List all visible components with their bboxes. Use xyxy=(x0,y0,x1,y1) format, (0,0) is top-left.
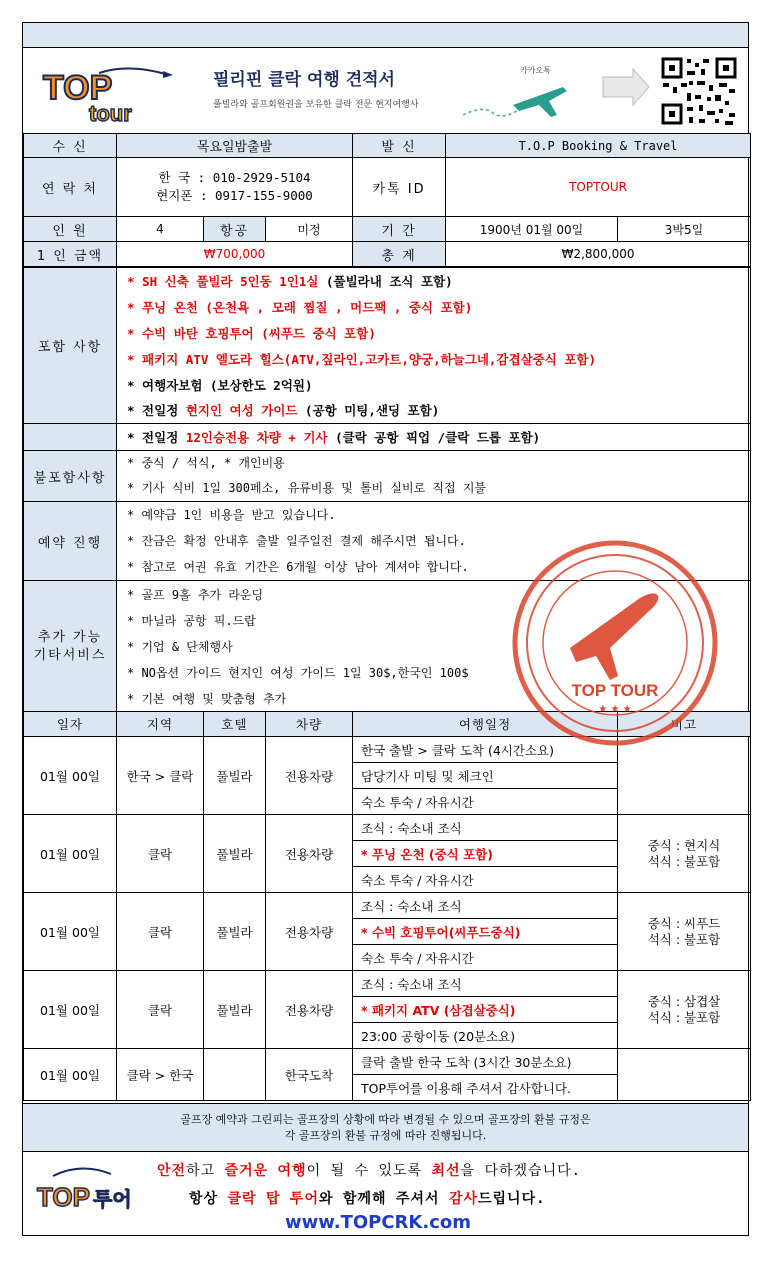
people-value: 4 xyxy=(117,217,204,242)
booking-item: * 잔금은 확정 안내후 출발 일주일전 결제 해주시면 됩니다. xyxy=(127,534,466,548)
sections-table xyxy=(23,267,751,714)
schedule-table xyxy=(23,711,751,1101)
kakao-id-label: 카톡 ID xyxy=(353,158,446,217)
extra-item: * 마닐라 공항 픽.드랍 xyxy=(127,614,256,628)
include-item xyxy=(117,268,751,294)
include-text-run: (공항 미팅,샌딩 포함) xyxy=(297,403,440,419)
total-value: ₩2,800,000 xyxy=(446,242,751,267)
schedule-region: 클락 > 한국 xyxy=(117,1049,204,1101)
qr-code-icon[interactable] xyxy=(659,55,739,127)
footer-l1-a: 안전 xyxy=(157,1163,187,1179)
svg-text:tour: tour xyxy=(89,101,132,125)
send-value: T.O.P Booking & Travel xyxy=(446,134,751,158)
footer-l2-b: 클락 탑 투어 xyxy=(227,1191,319,1207)
schedule-row xyxy=(24,737,751,763)
website-link[interactable]: www.TOPCRK.com xyxy=(285,1212,471,1233)
notice-line-2: 각 골프장의 환불 규정에 따라 진행됩니다. xyxy=(284,1129,487,1142)
contact-local: 현지폰 : 0917-155-9000 xyxy=(156,188,313,203)
top-tour-logo xyxy=(39,65,189,125)
period-label: 기 간 xyxy=(353,217,446,242)
exclude-item: * 기사 식비 1일 300페소, 유류비용 및 톨비 실비로 직접 지불 xyxy=(127,481,487,495)
schedule-itinerary-item: TOP투어를 이용해 주셔서 감사합니다. xyxy=(353,1075,618,1101)
sched-header-itinerary: 여행일정 xyxy=(353,712,618,737)
include-item xyxy=(117,424,751,451)
include-label-cont xyxy=(24,424,117,451)
schedule-note-line: 중식 : 삼겹살 xyxy=(647,993,721,1009)
contact-value xyxy=(117,158,353,217)
extra-item: * 기본 여행 및 맞춤형 추가 xyxy=(127,692,287,706)
extra-item: * 골프 9홀 추가 라운딩 xyxy=(127,588,264,602)
schedule-note xyxy=(618,971,751,1049)
schedule-date: 01월 00일 xyxy=(24,971,117,1049)
schedule-itinerary-item: 23:00 공항이동 (20분소요) xyxy=(353,1023,618,1049)
schedule-car: 한국도착 xyxy=(266,1049,353,1101)
stamp-stars-icon: ★ ★ ★ xyxy=(598,704,632,715)
stamp-text: TOP TOUR xyxy=(571,681,659,700)
schedule-region: 클락 xyxy=(117,971,204,1049)
booking-label: 예약 진행 xyxy=(24,502,117,581)
include-text-run: (클락 공항 픽업 /클락 드롭 포함) xyxy=(327,430,541,445)
schedule-itinerary-item: * 푸닝 온천 (중식 포함) xyxy=(353,841,618,867)
schedule-note-line: 석식 : 불포함 xyxy=(647,853,721,869)
extra-item: * NO옵션 가이드 현지인 여성 가이드 1일 30$,한국인 100$ xyxy=(127,666,469,680)
schedule-note-line: 중식 : 현지식 xyxy=(647,837,721,853)
footer-l1-b: 하고 xyxy=(186,1163,225,1179)
air-label: 항공 xyxy=(204,217,266,242)
exclude-label: 불포함사항 xyxy=(24,451,117,502)
include-text-run: * 수빅 바탄 호핑투어 (씨푸드 중식 포함) xyxy=(127,325,376,341)
quote-subtitle: 풀빌라와 골프회원권을 보유한 클락 전문 현지여행사 xyxy=(213,100,419,110)
include-item xyxy=(117,372,751,398)
schedule-hotel xyxy=(204,1049,266,1101)
contact-korea: 한 국 : 010-2929-5104 xyxy=(158,170,311,185)
schedule-itinerary-item: * 수빅 호핑투어(씨푸드중식) xyxy=(353,919,618,945)
schedule-note xyxy=(618,815,751,893)
schedule-row xyxy=(24,971,751,997)
contact-label: 연 락 처 xyxy=(24,158,117,217)
schedule-itinerary-item: * 패키지 ATV (삼겹살중식) xyxy=(353,997,618,1023)
include-text-run: * 전일정 xyxy=(127,430,186,445)
include-text-run: * 전일정 xyxy=(127,403,186,419)
schedule-row xyxy=(24,815,751,841)
schedule-note xyxy=(618,893,751,971)
schedule-car: 전용차량 xyxy=(266,893,353,971)
kakao-label: 카카오톡 xyxy=(520,66,551,75)
schedule-date: 01월 00일 xyxy=(24,815,117,893)
schedule-itinerary-item: 조식 : 숙소내 조식 xyxy=(353,893,618,919)
sched-header-note: 비고 xyxy=(618,712,751,737)
total-label: 총 계 xyxy=(353,242,446,267)
footer-l2-a: 항상 xyxy=(189,1191,228,1207)
notice-line-1: 골프장 예약과 그린피는 골프장의 상황에 따라 변경될 수 있으며 골프장의 환불 규정은 xyxy=(180,1113,591,1126)
schedule-car: 전용차량 xyxy=(266,971,353,1049)
price-label: 1 인 금액 xyxy=(24,242,117,267)
people-label: 인 원 xyxy=(24,217,117,242)
air-value: 미정 xyxy=(266,217,353,242)
schedule-itinerary-item: 숙소 투숙 / 자유시간 xyxy=(353,789,618,815)
golf-notice xyxy=(23,1103,748,1152)
include-label: 포함 사항 xyxy=(24,268,117,424)
schedule-region: 한국 > 클락 xyxy=(117,737,204,815)
schedule-car: 전용차량 xyxy=(266,737,353,815)
plane-icon xyxy=(453,57,653,127)
schedule-date: 01월 00일 xyxy=(24,1049,117,1101)
schedule-body xyxy=(24,737,751,1101)
booking-item: * 참고로 여권 유효 기간은 6개월 이상 남아 계셔야 합니다. xyxy=(127,560,469,574)
period-nights: 3박5일 xyxy=(618,217,751,242)
schedule-itinerary-item: 한국 출발 > 클락 도착 (4시간소요) xyxy=(353,737,618,763)
extra-item: * 기업 & 단체행사 xyxy=(127,640,233,654)
schedule-itinerary-item: 조식 : 숙소내 조식 xyxy=(353,815,618,841)
schedule-hotel: 풀빌라 xyxy=(204,893,266,971)
footer xyxy=(23,1152,748,1235)
sched-header-date: 일자 xyxy=(24,712,117,737)
period-date: 1900년 01월 00일 xyxy=(446,217,618,242)
include-text-run: * 푸닝 온천 (온천욕 , 모래 찜질 , 머드팩 , 중식 포함) xyxy=(127,299,473,315)
svg-text:투어: 투어 xyxy=(93,1187,132,1211)
sched-header-hotel: 호텔 xyxy=(204,712,266,737)
include-text-run: * 패키지 ATV 엘도라 힐스(ATV,짚라인,고카트,양궁,하늘그네,감겹살중식 포함) xyxy=(127,351,597,367)
exclude-item: * 중식 / 석식, * 개인비용 xyxy=(127,456,285,470)
schedule-itinerary-item: 숙소 투숙 / 자유시간 xyxy=(353,867,618,893)
schedule-row xyxy=(24,893,751,919)
extra-label-1: 추가 가능 xyxy=(37,630,103,645)
include-text-run: * xyxy=(127,273,143,289)
include-text-run: * 여행자보험 (보상한도 2억원) xyxy=(127,377,313,393)
schedule-hotel: 풀빌라 xyxy=(204,737,266,815)
footer-l1-c: 즐거운 여행 xyxy=(224,1163,307,1179)
include-text-run: SH 신축 풀빌라 5인동 1인1실 xyxy=(142,273,319,289)
schedule-note-line: 석식 : 불포함 xyxy=(647,1009,721,1025)
footer-line-2 xyxy=(189,1188,546,1208)
booking-list xyxy=(117,502,751,581)
extra-label xyxy=(24,581,117,714)
exclude-list xyxy=(117,451,751,502)
schedule-region: 클락 xyxy=(117,815,204,893)
schedule-hotel: 풀빌라 xyxy=(204,815,266,893)
include-text-run: 12인승전용 차량 + 기사 xyxy=(185,430,328,445)
extra-list xyxy=(117,581,751,714)
schedule-row xyxy=(24,1049,751,1075)
schedule-region: 클락 xyxy=(117,893,204,971)
include-text-run: 현지인 여성 가이드 xyxy=(185,403,298,419)
include-item xyxy=(117,398,751,424)
svg-text:TOP: TOP xyxy=(43,69,113,107)
footer-l1-f: 을 다하겠습니다. xyxy=(460,1163,582,1179)
top-bar xyxy=(23,23,748,48)
footer-l1-e: 최선 xyxy=(431,1163,461,1179)
price-value: ₩700,000 xyxy=(117,242,353,267)
schedule-car: 전용차량 xyxy=(266,815,353,893)
quote-title: 필리핀 클락 여행 견적서 xyxy=(213,70,395,90)
include-text-run: (풀빌라내 조식 포함) xyxy=(318,273,453,289)
svg-text:TOP: TOP xyxy=(37,1182,90,1212)
recv-label: 수 신 xyxy=(24,134,117,158)
quote-page xyxy=(22,22,749,1236)
footer-l2-d: 감사 xyxy=(448,1191,478,1207)
top-tour-footer-logo xyxy=(31,1162,141,1222)
schedule-itinerary-item: 클락 출발 한국 도착 (3시간 30분소요) xyxy=(353,1049,618,1075)
send-label: 발 신 xyxy=(353,134,446,158)
footer-l1-d: 이 될 수 있도록 xyxy=(306,1163,432,1179)
info-table xyxy=(23,133,751,267)
schedule-note xyxy=(618,1049,751,1101)
header xyxy=(23,47,748,133)
recv-value: 목요일밤출발 xyxy=(117,134,353,158)
booking-item: * 예약금 1인 비용을 받고 있습니다. xyxy=(127,508,336,522)
schedule-hotel: 풀빌라 xyxy=(204,971,266,1049)
kakao-id-value: TOPTOUR xyxy=(446,158,751,217)
schedule-note-line: 석식 : 불포함 xyxy=(647,931,721,947)
include-item xyxy=(117,294,751,320)
footer-l2-c: 와 함께해 주셔서 xyxy=(318,1191,449,1207)
schedule-itinerary-item: 숙소 투숙 / 자유시간 xyxy=(353,945,618,971)
include-item xyxy=(117,320,751,346)
schedule-itinerary-item: 조식 : 숙소내 조식 xyxy=(353,971,618,997)
extra-label-2: 기타서비스 xyxy=(33,648,107,663)
sched-header-region: 지역 xyxy=(117,712,204,737)
schedule-itinerary-item: 담당기사 미팅 및 체크인 xyxy=(353,763,618,789)
schedule-note-line: 중식 : 씨푸드 xyxy=(647,915,721,931)
footer-l2-e: 드립니다. xyxy=(478,1191,546,1207)
footer-line-1 xyxy=(157,1160,581,1180)
schedule-note xyxy=(618,737,751,815)
schedule-date: 01월 00일 xyxy=(24,737,117,815)
include-item xyxy=(117,346,751,372)
schedule-date: 01월 00일 xyxy=(24,893,117,971)
sched-header-car: 차량 xyxy=(266,712,353,737)
